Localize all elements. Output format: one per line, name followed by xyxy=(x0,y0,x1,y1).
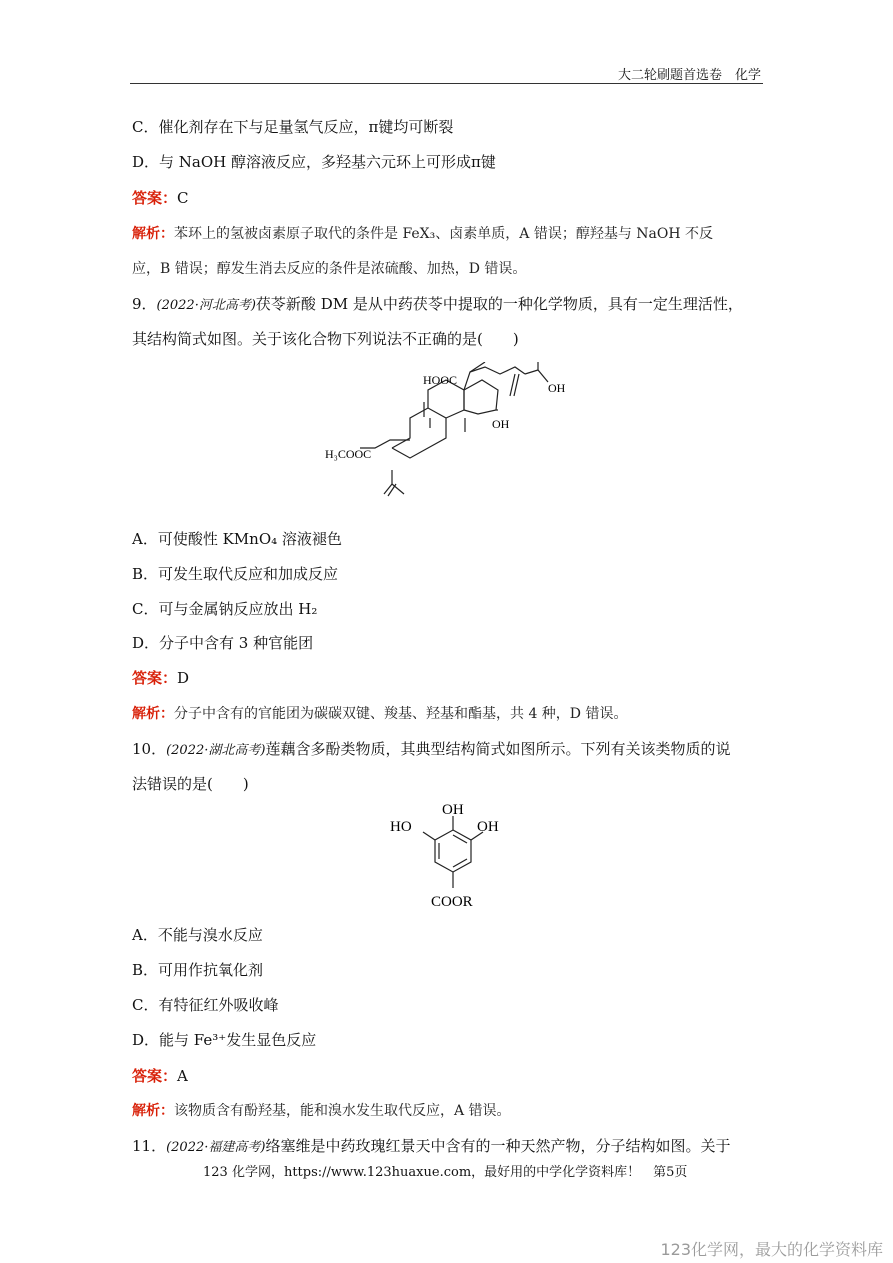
q10-label-ho-left: HO xyxy=(390,819,412,835)
answer-value: A xyxy=(177,1067,188,1085)
q9-stem-text: 茯苓新酸 DM 是从中药茯苓中提取的一种化学物质，具有一定生理活性， xyxy=(255,295,743,313)
q9-label-ester: H₃COOC xyxy=(325,447,372,461)
answer-label: 答案： xyxy=(132,189,178,207)
q9-number: 9． xyxy=(132,295,157,313)
answer-label: 答案： xyxy=(132,669,178,687)
explanation-label: 解析： xyxy=(132,1103,174,1119)
q10-stem-text: 莲藕含多酚类物质，其典型结构简式如图所示。下列有关该类物质的说 xyxy=(265,740,731,758)
q9-explanation xyxy=(132,703,627,723)
explanation-text: 该物质含有酚羟基，能和溴水发生取代反应，A 错误。 xyxy=(174,1103,511,1119)
q10-stem-line1 xyxy=(132,738,730,759)
answer-label: 答案： xyxy=(132,1067,178,1085)
q9-option-d: D．分子中含有 3 种官能团 xyxy=(132,634,314,652)
q10-source: (2022·湖北高考) xyxy=(166,743,266,758)
q11-stem-line1 xyxy=(132,1135,730,1156)
page-footer: 123 化学网，https://www.123huaxue.com，最好用的中学化学资料库！ 第5页 xyxy=(203,1165,688,1180)
q9-stem-line2: 其结构简式如图。关于该化合物下列说法不正确的是( ) xyxy=(132,330,519,348)
header-divider xyxy=(130,83,763,84)
q9-label-oh-ring: OH xyxy=(492,417,510,431)
q10-number: 10． xyxy=(132,740,167,758)
q10-stem-line2: 法错误的是( ) xyxy=(132,775,249,793)
q10-label-oh-top: OH xyxy=(442,802,464,818)
q9-answer xyxy=(132,667,189,688)
q9-source: (2022·河北高考) xyxy=(156,298,256,313)
q10-label-oh-right: OH xyxy=(477,819,499,835)
q9-option-c: C．可与金属钠反应放出 H₂ xyxy=(132,600,318,618)
q10-option-c: C．有特征红外吸收峰 xyxy=(132,996,279,1014)
q9-label-hooc: HOOC xyxy=(423,373,458,387)
prev-answer xyxy=(132,187,189,208)
q11-stem-text: 络塞维是中药玫瑰红景天中含有的一种天然产物，分子结构如图。关于 xyxy=(265,1137,731,1155)
q11-source: (2022·福建高考) xyxy=(166,1140,266,1155)
q10-structure-diagram xyxy=(385,800,505,912)
site-watermark: 123化学网，最大的化学资料库 xyxy=(660,1240,883,1259)
q10-option-a: A．不能与溴水反应 xyxy=(132,926,263,944)
q9-label-oh-top: OH xyxy=(548,381,566,395)
q10-option-b: B．可用作抗氧化剂 xyxy=(132,961,264,979)
q9-stem-line1 xyxy=(132,293,743,314)
q9-option-b: B．可发生取代反应和加成反应 xyxy=(132,565,339,583)
explanation-text: 分子中含有的官能团为碳碳双键、羧基、羟基和酯基，共 4 种，D 错误。 xyxy=(174,706,628,722)
q10-answer xyxy=(132,1065,188,1086)
prev-option-d: D．与 NaOH 醇溶液反应，多羟基六元环上可形成π键 xyxy=(132,153,496,171)
q10-option-d: D．能与 Fe³⁺发生显色反应 xyxy=(132,1031,317,1049)
page-header-title: 大二轮刷题首选卷 化学 xyxy=(617,68,761,83)
explanation-text: 苯环上的氢被卤素原子取代的条件是 FeX₃、卤素单质，A 错误；醇羟基与 NaOH 不反 xyxy=(174,226,714,242)
explanation-label: 解析： xyxy=(132,226,174,242)
answer-value: D xyxy=(177,669,190,687)
prev-option-c: C．催化剂存在下与足量氢气反应，π键均可断裂 xyxy=(132,118,454,136)
q10-label-coor: COOR xyxy=(431,894,473,910)
q10-explanation xyxy=(132,1100,511,1120)
answer-value: C xyxy=(177,189,189,207)
prev-explanation-line1 xyxy=(132,223,713,243)
prev-explanation-line2: 应，B 错误；醇发生消去反应的条件是浓硫酸、加热，D 错误。 xyxy=(132,261,527,277)
q11-number: 11． xyxy=(132,1137,167,1155)
explanation-label: 解析： xyxy=(132,706,174,722)
q9-option-a: A．可使酸性 KMnO₄ 溶液褪色 xyxy=(132,530,342,548)
q9-structure-diagram xyxy=(320,362,580,507)
